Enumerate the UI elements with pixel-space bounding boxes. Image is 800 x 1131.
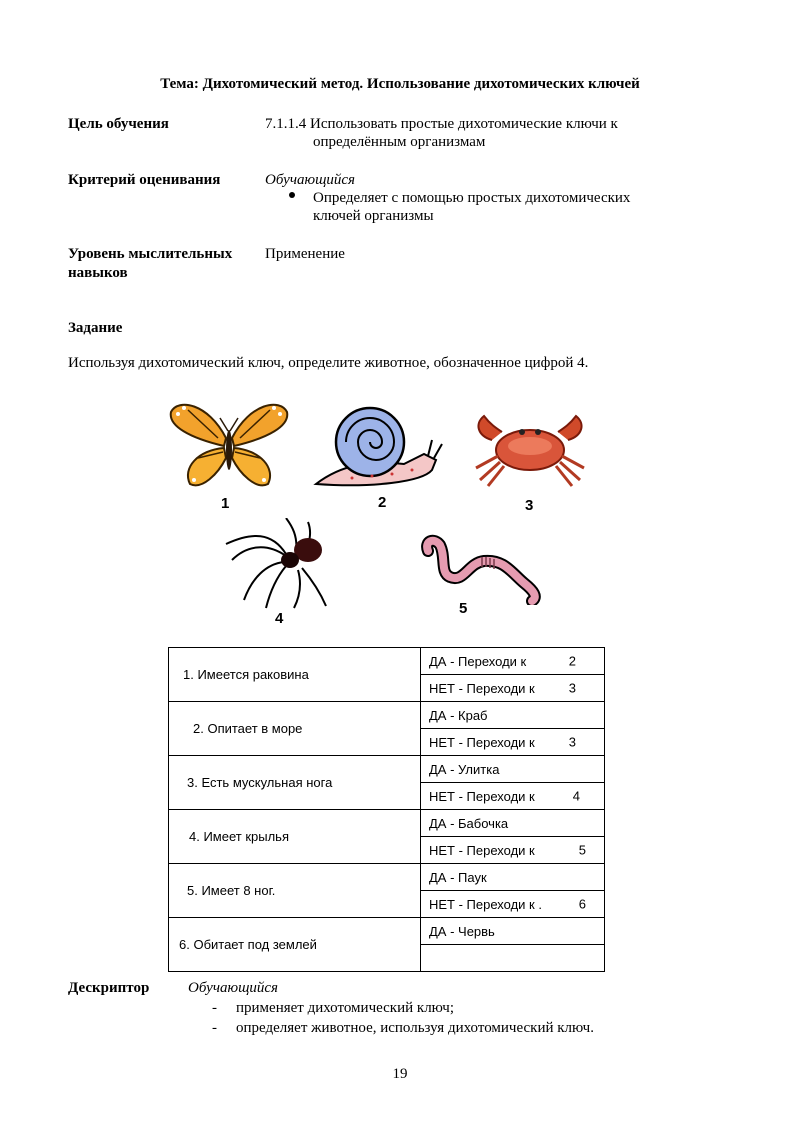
key-row (169, 702, 605, 729)
crab-icon (470, 410, 590, 490)
key-row (169, 864, 605, 891)
key-answer-no (421, 891, 605, 918)
bullet-icon (289, 192, 295, 198)
key-answer-no-text: НЕТ - Переходи к (429, 680, 535, 696)
goal-line-1: 7.1.1.4 Использовать простые дихотомические ключи к (265, 116, 618, 132)
page-title: Тема: Дихотомический метод. Использование дихотомических ключей (160, 76, 640, 92)
key-answer-no-number: 3 (568, 680, 576, 696)
descriptor-label: Дескриптор (68, 980, 150, 996)
animal-number-5: 5 (459, 600, 468, 617)
key-answer-no-text: НЕТ - Переходи к (429, 788, 535, 804)
spider-icon (222, 518, 332, 610)
key-answer-yes (421, 756, 605, 783)
key-answer-no-number: 3 (568, 734, 576, 750)
animal-number-4: 4 (275, 610, 284, 627)
key-answer-yes (421, 810, 605, 837)
key-question: 4. Имеет крылья (169, 810, 421, 864)
goal-label: Цель обучения (68, 116, 169, 132)
key-question: 1. Имеется раковина (169, 648, 421, 702)
key-answer-no (421, 945, 605, 972)
animal-number-1: 1 (221, 495, 230, 512)
key-answer-yes (421, 702, 605, 729)
snail-icon (312, 404, 446, 488)
key-row (169, 918, 605, 945)
key-answer-yes (421, 918, 605, 945)
animal-number-2: 2 (378, 494, 387, 511)
task-text: Используя дихотомический ключ, определите животное, обозначенное цифрой 4. (68, 355, 589, 371)
key-answer-yes-text: ДА - Бабочка (429, 815, 509, 831)
key-answer-no-text: НЕТ - Переходи к (429, 734, 535, 750)
key-answer-yes-text: ДА - Улитка (429, 761, 500, 777)
worm-icon (412, 533, 552, 605)
descriptor-item: определяет животное, используя дихотомический ключ. (236, 1020, 594, 1036)
key-answer-no (421, 729, 605, 756)
task-heading: Задание (68, 320, 123, 336)
key-answer-yes-text: ДА - Червь (429, 923, 495, 939)
key-answer-yes (421, 864, 605, 891)
key-answer-no-number: 4 (572, 788, 580, 804)
criterion-line-2: ключей организмы (313, 208, 434, 224)
key-answer-yes (421, 648, 605, 675)
descriptor-item: применяет дихотомический ключ; (236, 1000, 455, 1016)
key-question: 6. Обитает под землей (169, 918, 421, 972)
key-answer-no-text: НЕТ - Переходи к . (429, 896, 542, 912)
goal-line-2: определённым организмам (313, 134, 486, 150)
dichotomous-key-table (168, 647, 605, 972)
key-answer-no-number: 6 (578, 896, 586, 912)
key-question: 5. Имеет 8 ног. (169, 864, 421, 918)
key-question: 2. Опитает в море (169, 702, 421, 756)
key-row (169, 810, 605, 837)
butterfly-icon (168, 398, 290, 490)
criterion-label: Критерий оценивания (68, 172, 221, 188)
level-label-1: Уровень мыслительных (68, 246, 233, 262)
key-row (169, 756, 605, 783)
key-answer-no (421, 837, 605, 864)
key-answer-yes-text: ДА - Краб (429, 707, 488, 723)
key-answer-no (421, 675, 605, 702)
key-answer-yes-text: ДА - Переходи к (429, 653, 527, 669)
key-answer-no (421, 783, 605, 810)
key-question: 3. Есть мускульная нога (169, 756, 421, 810)
level-value: Применение (265, 246, 345, 262)
key-row (169, 648, 605, 675)
animal-number-3: 3 (525, 497, 534, 514)
key-answer-no-text: НЕТ - Переходи к (429, 842, 535, 858)
key-answer-no-number: 5 (578, 842, 586, 858)
level-label-2: навыков (68, 265, 128, 281)
key-answer-yes-number: 2 (568, 653, 576, 669)
key-answer-yes-text: ДА - Паук (429, 869, 487, 885)
criterion-line-1: Определяет с помощью простых дихотомических (313, 190, 631, 206)
criterion-subject: Обучающийся (265, 172, 356, 188)
descriptor-dash: - (212, 1020, 217, 1036)
descriptor-dash: - (212, 1000, 217, 1016)
descriptor-subject: Обучающийся (188, 980, 279, 996)
page-number: 19 (392, 1066, 408, 1082)
